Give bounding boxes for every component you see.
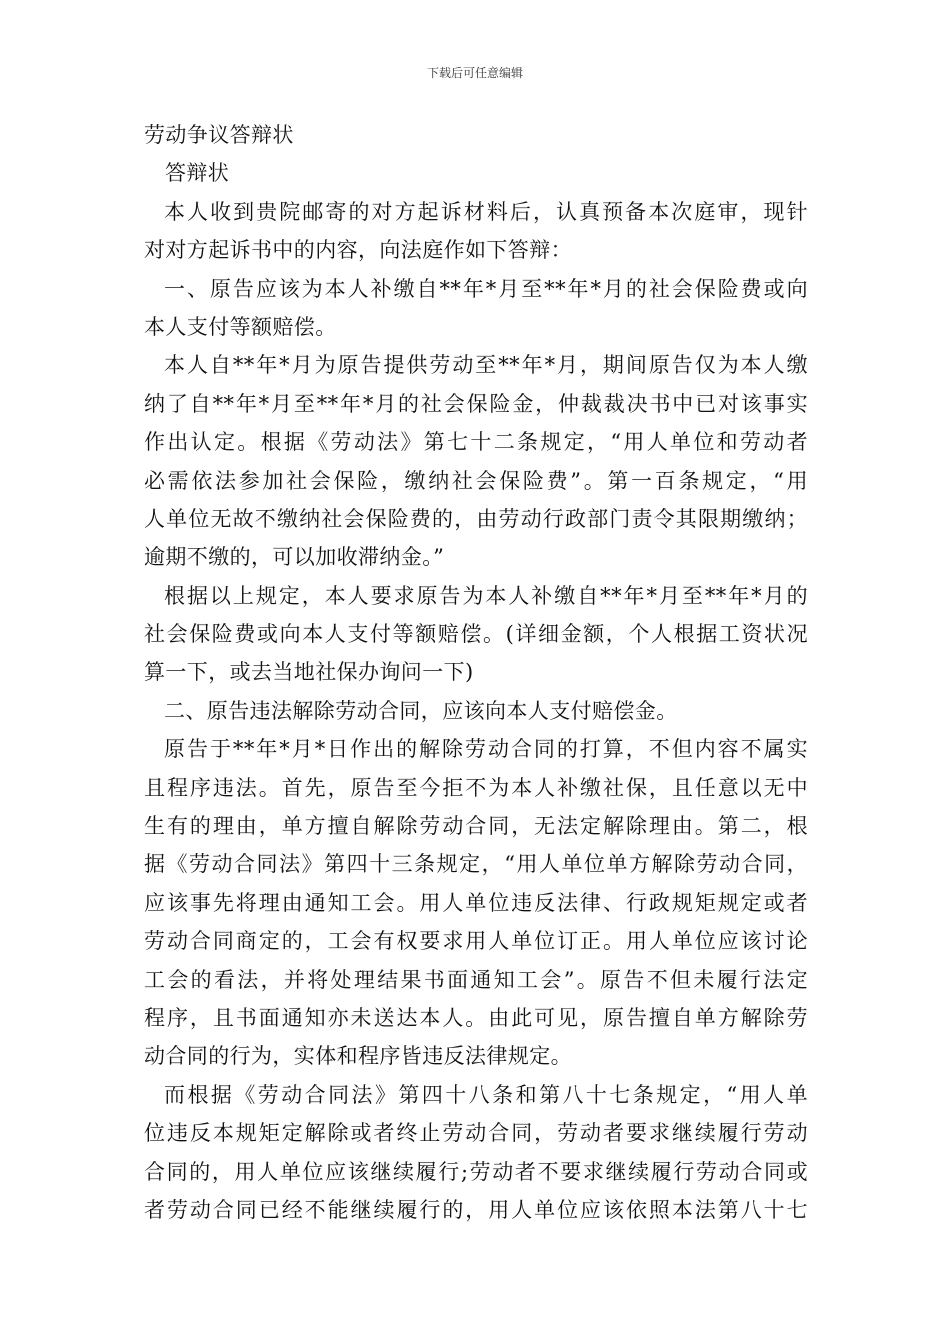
document-line: 本人支付等额赔偿。 [144,314,337,339]
document-line: 动合同的行为，实体和程序皆违反法律规定。 [144,1044,572,1069]
document-line: 二、原告违法解除劳动合同，应该向本人支付赔偿金。 [164,698,678,723]
document-lines [144,193,808,1230]
document-line: 应该事先将理由通知工会。用人单位违反法律、行政规矩规定或者 [144,890,808,915]
document-line: 本人自**年*月为原告提供劳动至**年*月，期间原告仅为本人缴 [164,353,808,378]
document-line: 作出认定。根据《劳动法》第七十二条规定，“用人单位和劳动者 [144,430,808,455]
document-line: 根据以上规定，本人要求原告为本人补缴自**年*月至**年*月的 [164,583,808,608]
document-line: 生有的理由，单方擅自解除劳动合同，无法定解除理由。第二，根 [144,814,808,839]
document-line: 据《劳动合同法》第四十三条规定，“用人单位单方解除劳动合同， [144,852,808,877]
document-line: 人单位无故不缴纳社会保险费的，由劳动行政部门责令其限期缴纳； [144,506,808,531]
document-line: 本人收到贵院邮寄的对方起诉材料后，认真预备本次庭审，现针 [164,199,808,224]
document-line: 工会的看法，并将处理结果书面通知工会”。原告不但未履行法定 [144,967,808,992]
document-subtitle: 答辩状 [165,161,230,186]
page-header-note: 下载后可任意编辑 [426,66,523,80]
document-line: 合同的，用人单位应该继续履行;劳动者不要求继续履行劳动合同或 [144,1159,808,1184]
document-line: 对对方起诉书中的内容，向法庭作如下答辩： [144,238,572,263]
document-line: 且程序违法。首先，原告至今拒不为本人补缴社保，且任意以无中 [144,775,808,800]
document-body [144,116,808,1229]
document-line: 而根据《劳动合同法》第四十八条和第八十七条规定，“用人单 [164,1082,808,1107]
document-line: 社会保险费或向本人支付等额赔偿。(详细金额，个人根据工资状况 [144,622,808,647]
document-line: 必需依法参加社会保险，缴纳社会保险费”。第一百条规定，“用 [144,468,808,493]
document-line: 程序，且书面通知亦未送达本人。由此可见，原告擅自单方解除劳 [144,1005,808,1030]
document-line: 逾期不缴的，可以加收滞纳金。” [144,545,445,570]
document-line: 者劳动合同已经不能继续履行的，用人单位应该依照本法第八十七 [144,1197,808,1222]
document-line: 一、原告应该为本人补缴自**年*月至**年*月的社会保险费或向 [164,276,808,301]
document-line: 劳动合同商定的，工会有权要求用人单位订正。用人单位应该讨论 [144,929,808,954]
document-line: 纳了自**年*月至**年*月的社会保险金，仲裁裁决书中已对该事实 [144,391,808,416]
document-line: 算一下，或去当地社保办询问一下) [144,660,474,685]
document-title: 劳动争议答辩状 [144,123,294,147]
document-line: 位违反本规矩定解除或者终止劳动合同，劳动者要求继续履行劳动 [144,1121,808,1146]
document-line: 原告于**年*月*日作出的解除劳动合同的打算，不但内容不属实 [164,737,808,762]
